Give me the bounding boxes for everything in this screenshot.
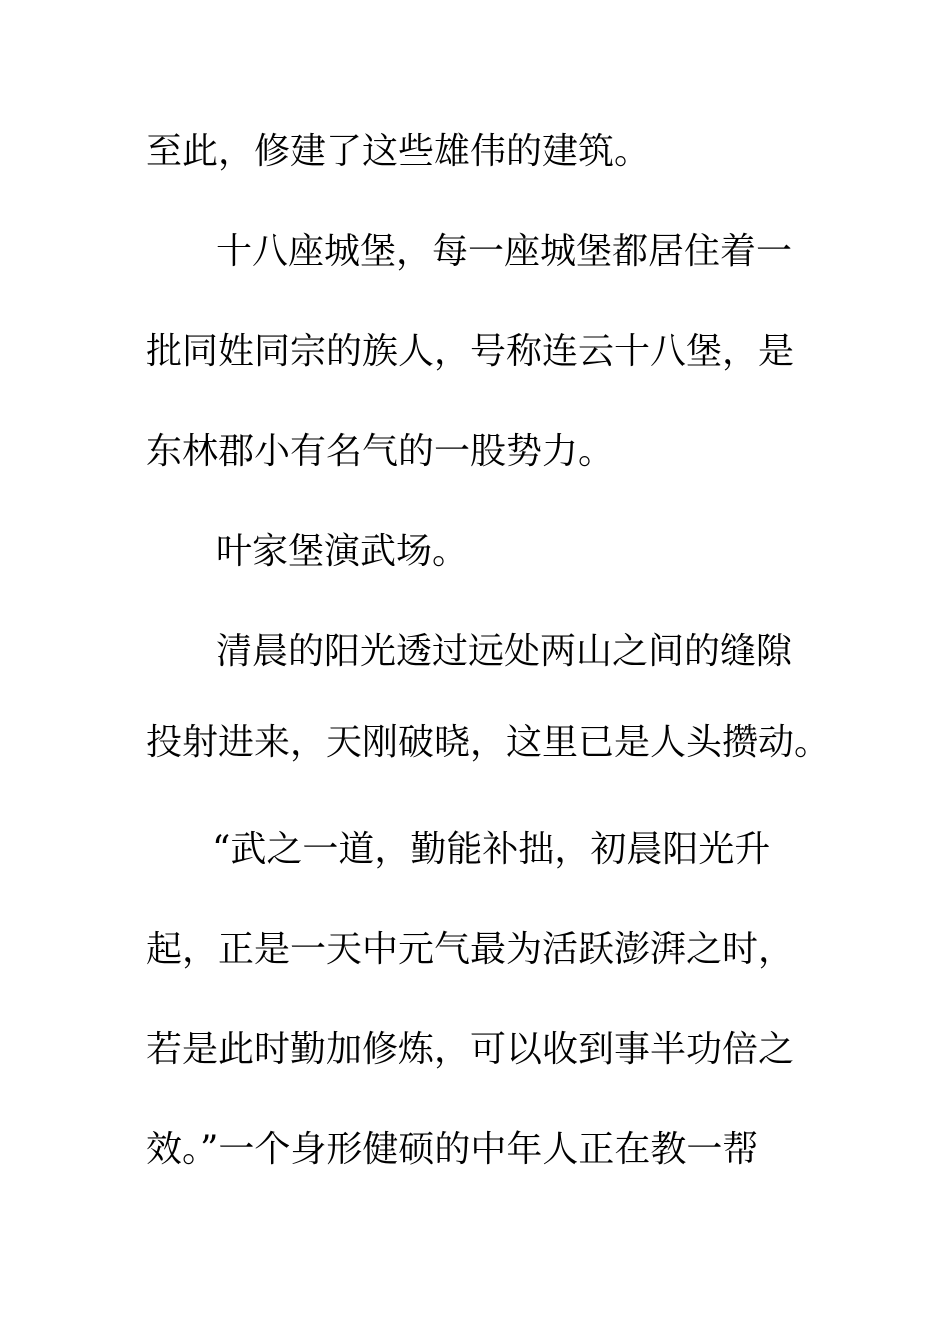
- paragraph-start-line: 叶家堡演武场。: [216, 531, 469, 572]
- text-line: 投射进来，天刚破晓，这里已是人头攒动。: [146, 722, 831, 763]
- text-line: 效。”一个身形健硕的中年人正在教一帮: [146, 1129, 759, 1170]
- text-line: 批同姓同宗的族人，号称连云十八堡，是: [146, 331, 795, 372]
- paragraph-start-line: 十八座城堡，每一座城堡都居住着一: [216, 231, 793, 272]
- text-line: 若是此时勤加修炼，可以收到事半功倍之: [146, 1029, 795, 1070]
- paragraph-start-line: “武之一道，勤能补拙，初晨阳光升: [212, 829, 771, 870]
- text-line: 至此，修建了这些雄伟的建筑。: [146, 131, 651, 172]
- paragraph-start-line: 清晨的阳光透过远处两山之间的缝隙: [216, 631, 793, 672]
- text-line: 起，正是一天中元气最为活跃澎湃之时，: [146, 929, 795, 970]
- text-line: 东林郡小有名气的一股势力。: [146, 431, 615, 472]
